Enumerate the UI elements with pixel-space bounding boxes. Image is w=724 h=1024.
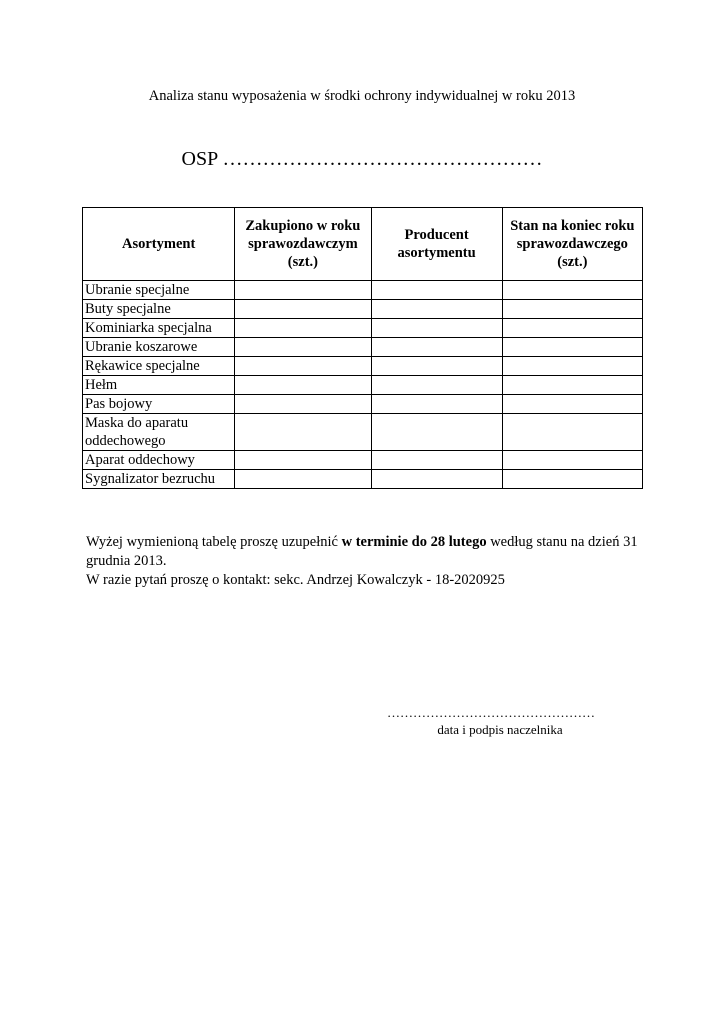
purchased-cell[interactable] (235, 395, 371, 414)
table-row (83, 470, 643, 489)
deadline-text-start: Wyżej wymienioną tabelę proszę uzupełnić (86, 534, 342, 550)
purchased-cell[interactable] (235, 319, 371, 338)
purchased-cell[interactable] (235, 338, 371, 357)
signature-line: ………………………………………… (387, 705, 595, 720)
row-label: Rękawice specjalne (83, 357, 235, 376)
header-assortment: Asortyment (83, 208, 235, 281)
purchased-cell[interactable] (235, 470, 371, 489)
row-label: Hełm (83, 376, 235, 395)
row-label: Ubranie koszarowe (83, 338, 235, 357)
osp-line: OSP ………………………………………… (181, 148, 543, 170)
header-producer: Producent asortymentu (371, 208, 502, 281)
end-stock-cell[interactable] (502, 395, 642, 414)
producer-cell[interactable] (371, 376, 502, 395)
purchased-cell[interactable] (235, 414, 371, 451)
header-end-stock: Stan na koniec roku sprawozdawczego (szt.) (502, 208, 642, 281)
row-label: Buty specjalne (83, 300, 235, 319)
producer-cell[interactable] (371, 414, 502, 451)
purchased-cell[interactable] (235, 376, 371, 395)
end-stock-cell[interactable] (502, 281, 642, 300)
deadline-paragraph (86, 533, 646, 571)
row-label: Kominiarka specjalna (83, 319, 235, 338)
producer-cell[interactable] (371, 395, 502, 414)
end-stock-cell[interactable] (502, 319, 642, 338)
end-stock-cell[interactable] (502, 451, 642, 470)
producer-cell[interactable] (371, 470, 502, 489)
purchased-cell[interactable] (235, 281, 371, 300)
table-row (83, 300, 643, 319)
end-stock-cell[interactable] (502, 470, 642, 489)
producer-cell[interactable] (371, 319, 502, 338)
table-header-row (83, 208, 643, 281)
equipment-table (82, 207, 643, 489)
deadline-text-end: według stanu na dzień 31 grudnia 2013. (86, 534, 638, 569)
row-label: Ubranie specjalne (83, 281, 235, 300)
end-stock-cell[interactable] (502, 376, 642, 395)
document-title: Analiza stanu wyposażenia w środki ochrony indywidualnej w roku 2013 (148, 88, 576, 104)
signature-caption: data i podpis naczelnika (437, 722, 563, 737)
producer-cell[interactable] (371, 451, 502, 470)
header-purchased: Zakupiono w roku sprawozdawczym (szt.) (235, 208, 371, 281)
producer-cell[interactable] (371, 338, 502, 357)
table-row (83, 376, 643, 395)
purchased-cell[interactable] (235, 300, 371, 319)
end-stock-cell[interactable] (502, 338, 642, 357)
table-row (83, 281, 643, 300)
table-row (83, 319, 643, 338)
purchased-cell[interactable] (235, 451, 371, 470)
table-row (83, 357, 643, 376)
producer-cell[interactable] (371, 300, 502, 319)
row-label: Pas bojowy (83, 395, 235, 414)
table-row (83, 338, 643, 357)
row-label: Aparat oddechowy (83, 451, 235, 470)
table-row (83, 395, 643, 414)
table-row (83, 414, 643, 451)
producer-cell[interactable] (371, 281, 502, 300)
end-stock-cell[interactable] (502, 357, 642, 376)
end-stock-cell[interactable] (502, 414, 642, 451)
row-label: Maska do aparatu oddechowego (83, 414, 235, 451)
table-row (83, 451, 643, 470)
row-label: Sygnalizator bezruchu (83, 470, 235, 489)
purchased-cell[interactable] (235, 357, 371, 376)
end-stock-cell[interactable] (502, 300, 642, 319)
instructions (86, 533, 646, 590)
deadline-emphasis: w terminie do 28 lutego (341, 534, 487, 550)
producer-cell[interactable] (371, 357, 502, 376)
contact-paragraph: W razie pytań proszę o kontakt: sekc. Andrzej Kowalczyk - 18-2020925 (86, 572, 505, 588)
